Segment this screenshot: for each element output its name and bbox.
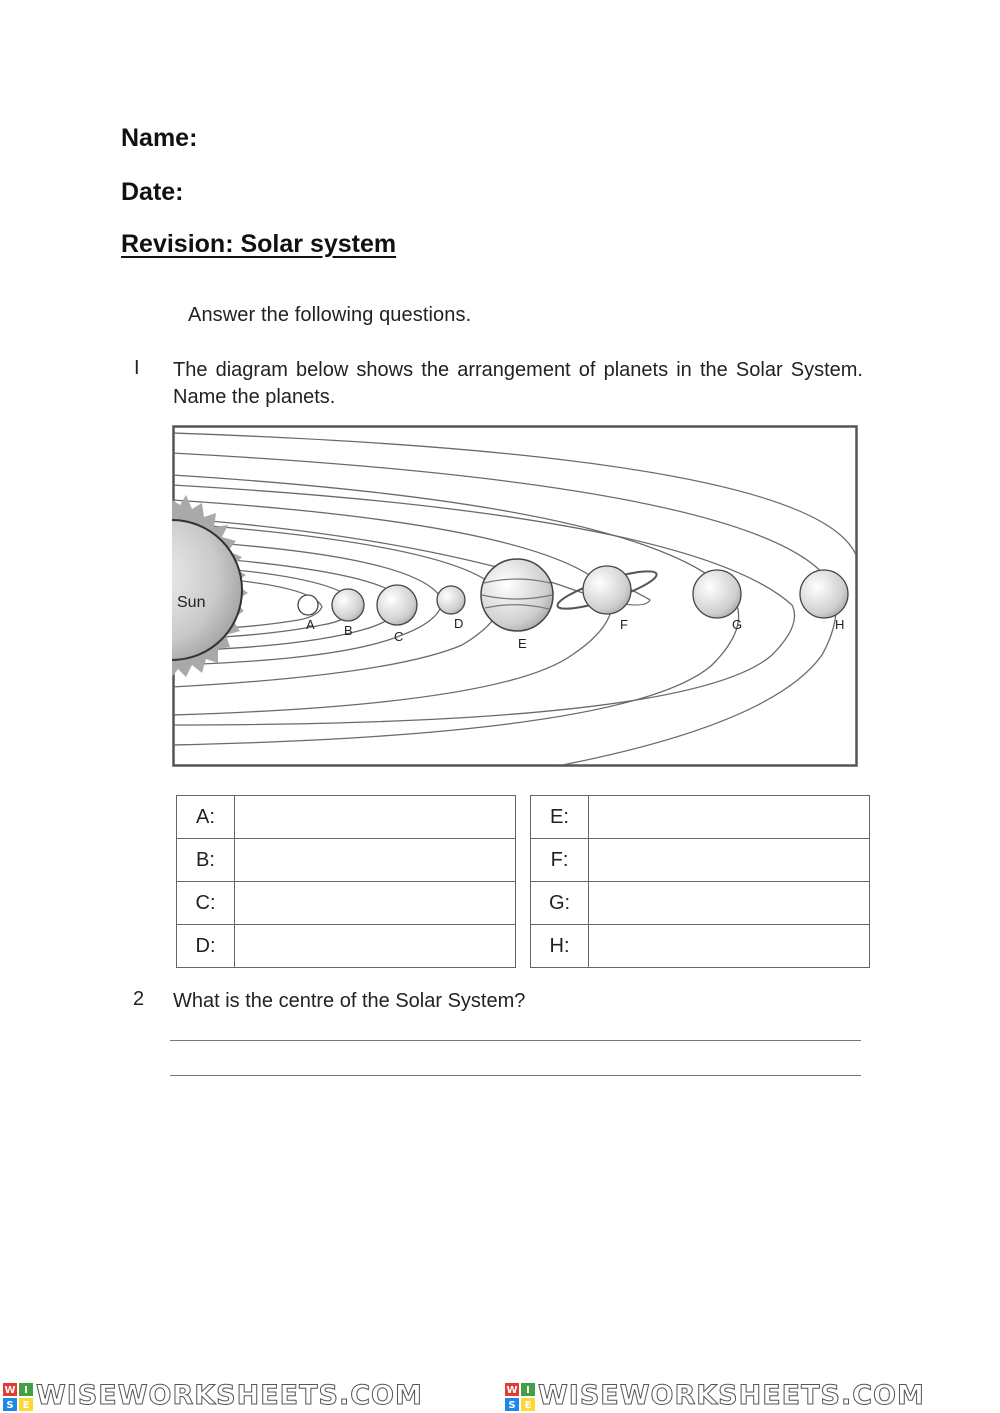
logo-letter: I <box>526 1385 530 1396</box>
planet-label-f: F <box>620 617 628 632</box>
planet-h <box>800 570 848 618</box>
table-row <box>177 882 516 925</box>
answer-label-h: H: <box>531 925 589 968</box>
answer-label-d: D: <box>177 925 235 968</box>
table-row <box>531 882 870 925</box>
answer-label-b: B: <box>177 839 235 882</box>
answer-field-e[interactable] <box>589 796 870 839</box>
answer-field-f[interactable] <box>589 839 870 882</box>
planet-label-a: A <box>306 617 315 632</box>
question-2-text: What is the centre of the Solar System? <box>173 990 526 1012</box>
logo-letter: W <box>506 1385 518 1396</box>
answer-field-a[interactable] <box>235 796 516 839</box>
answer-table-right <box>530 795 870 968</box>
watermark-logo <box>3 1383 33 1411</box>
answer-label-c: C: <box>177 882 235 925</box>
instructions: Answer the following questions. <box>188 304 472 326</box>
planet-b <box>332 589 364 621</box>
logo-letter: W <box>4 1385 16 1396</box>
answer-field-b[interactable] <box>235 839 516 882</box>
answer-field-g[interactable] <box>589 882 870 925</box>
watermark-text: WISEWORKSHEETS.COM <box>538 1380 925 1411</box>
watermark-text: WISEWORKSHEETS.COM <box>36 1380 423 1411</box>
planet-a <box>298 595 318 615</box>
answer-field-d[interactable] <box>235 925 516 968</box>
planet-label-b: B <box>344 623 353 638</box>
table-row <box>177 796 516 839</box>
planet-g <box>693 570 741 618</box>
watermark-logo <box>505 1383 535 1411</box>
planet-label-h: H <box>835 617 845 632</box>
answer-line[interactable] <box>170 1075 861 1076</box>
question-1-text: The diagram below shows the arrangement of planets in the Solar System. Name the planets. <box>173 359 863 408</box>
planet-label-c: C <box>394 629 404 644</box>
table-row <box>177 839 516 882</box>
planet-d <box>437 586 465 614</box>
question-2-number: 2 <box>133 988 145 1010</box>
table-row <box>531 796 870 839</box>
table-row <box>531 925 870 968</box>
answer-line[interactable] <box>170 1040 861 1041</box>
table-row <box>177 925 516 968</box>
planet-label-g: G <box>732 617 743 632</box>
logo-letter: I <box>24 1385 28 1396</box>
logo-letter: E <box>524 1400 532 1411</box>
answer-label-g: G: <box>531 882 589 925</box>
solar-system-diagram <box>172 425 858 767</box>
page-title: Revision: Solar system <box>121 230 397 258</box>
planet-c <box>377 585 417 625</box>
answer-table-left <box>176 795 516 968</box>
planet-label-e: E <box>518 636 527 651</box>
logo-letter: S <box>6 1400 14 1411</box>
sun-label: Sun <box>177 594 206 611</box>
planet-e <box>481 559 553 631</box>
question-1-number: I <box>134 357 140 379</box>
table-row <box>531 839 870 882</box>
date-label: Date: <box>121 178 184 206</box>
answer-field-h[interactable] <box>589 925 870 968</box>
name-label: Name: <box>121 124 198 152</box>
answer-label-a: A: <box>177 796 235 839</box>
answer-label-f: F: <box>531 839 589 882</box>
answer-label-e: E: <box>531 796 589 839</box>
planet-label-d: D <box>454 616 464 631</box>
logo-letter: S <box>508 1400 516 1411</box>
logo-letter: E <box>22 1400 30 1411</box>
answer-field-c[interactable] <box>235 882 516 925</box>
